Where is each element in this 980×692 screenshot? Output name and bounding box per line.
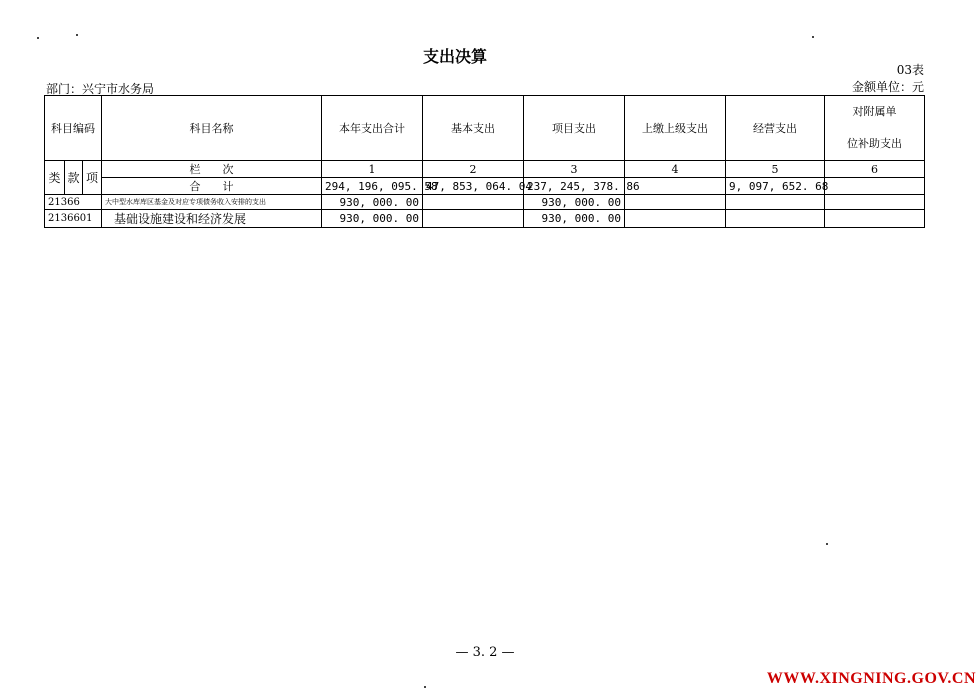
col-number-6: 6: [825, 161, 925, 178]
lanci-label: 栏 次: [102, 161, 322, 178]
table-row: [45, 210, 925, 228]
row-col2: [423, 195, 524, 210]
scan-speck: [37, 37, 39, 39]
col-number-2: 2: [423, 161, 524, 178]
department-label: 部门：兴宁市水务局: [46, 82, 155, 96]
col-number-3: 3: [524, 161, 625, 178]
total-col4: [625, 178, 726, 195]
total-label: 合 计: [102, 178, 322, 195]
col-number-5: 5: [726, 161, 825, 178]
scan-speck: [826, 543, 828, 545]
row-col6: [825, 210, 925, 228]
site-watermark: WWW.XINGNING.GOV.CN: [766, 670, 976, 687]
header-col2: 基本支出: [423, 96, 524, 161]
row-col3: 930, 000. 00: [524, 195, 625, 210]
row-col5: [726, 195, 825, 210]
header-col5: 经营支出: [726, 96, 825, 161]
row-col6: [825, 195, 925, 210]
row-col1: 930, 000. 00: [322, 195, 423, 210]
row-col2: [423, 210, 524, 228]
col-number-1: 1: [322, 161, 423, 178]
row-name: 大中型水库库区基金及对应专项债务收入安排的支出: [102, 195, 322, 210]
col-number-4: 4: [625, 161, 726, 178]
total-row: [45, 178, 925, 195]
total-col6: [825, 178, 925, 195]
scan-speck: [76, 34, 78, 36]
header-kuan: 款: [65, 161, 83, 195]
header-code: 科目编码: [45, 96, 102, 161]
total-col5: 9, 097, 652. 68: [726, 178, 825, 195]
row-col4: [625, 210, 726, 228]
page-number: — 3. 2 —: [455, 645, 515, 660]
row-col4: [625, 195, 726, 210]
row-col1: 930, 000. 00: [322, 210, 423, 228]
row-col3: 930, 000. 00: [524, 210, 625, 228]
table-number: 03表: [896, 63, 924, 77]
report-title: 支出决算: [422, 47, 487, 66]
total-col2: 47, 853, 064. 04: [423, 178, 524, 195]
row-code: 2136601: [45, 210, 102, 228]
expenditure-table: [44, 95, 925, 228]
row-col5: [726, 210, 825, 228]
table-row: [45, 195, 925, 210]
column-number-row: [45, 161, 925, 178]
row-name: 基础设施建设和经济发展: [102, 210, 322, 228]
header-xiang: 项: [83, 161, 102, 195]
header-lei: 类: [45, 161, 65, 195]
header-col6-line1: 对附属单: [852, 105, 897, 118]
scan-speck: [812, 36, 814, 38]
header-name: 科目名称: [102, 96, 322, 161]
header-col6: [825, 96, 925, 161]
total-col1: 294, 196, 095. 58: [322, 178, 423, 195]
amount-unit-label: 金额单位：元: [851, 80, 924, 94]
total-col3: 237, 245, 378. 86: [524, 178, 625, 195]
scan-speck: [424, 686, 426, 688]
header-col3: 项目支出: [524, 96, 625, 161]
header-col1: 本年支出合计: [322, 96, 423, 161]
header-col4: 上缴上级支出: [625, 96, 726, 161]
header-col6-line2: 位补助支出: [847, 137, 902, 150]
row-code: 21366: [45, 195, 102, 210]
header-row: [45, 96, 925, 161]
